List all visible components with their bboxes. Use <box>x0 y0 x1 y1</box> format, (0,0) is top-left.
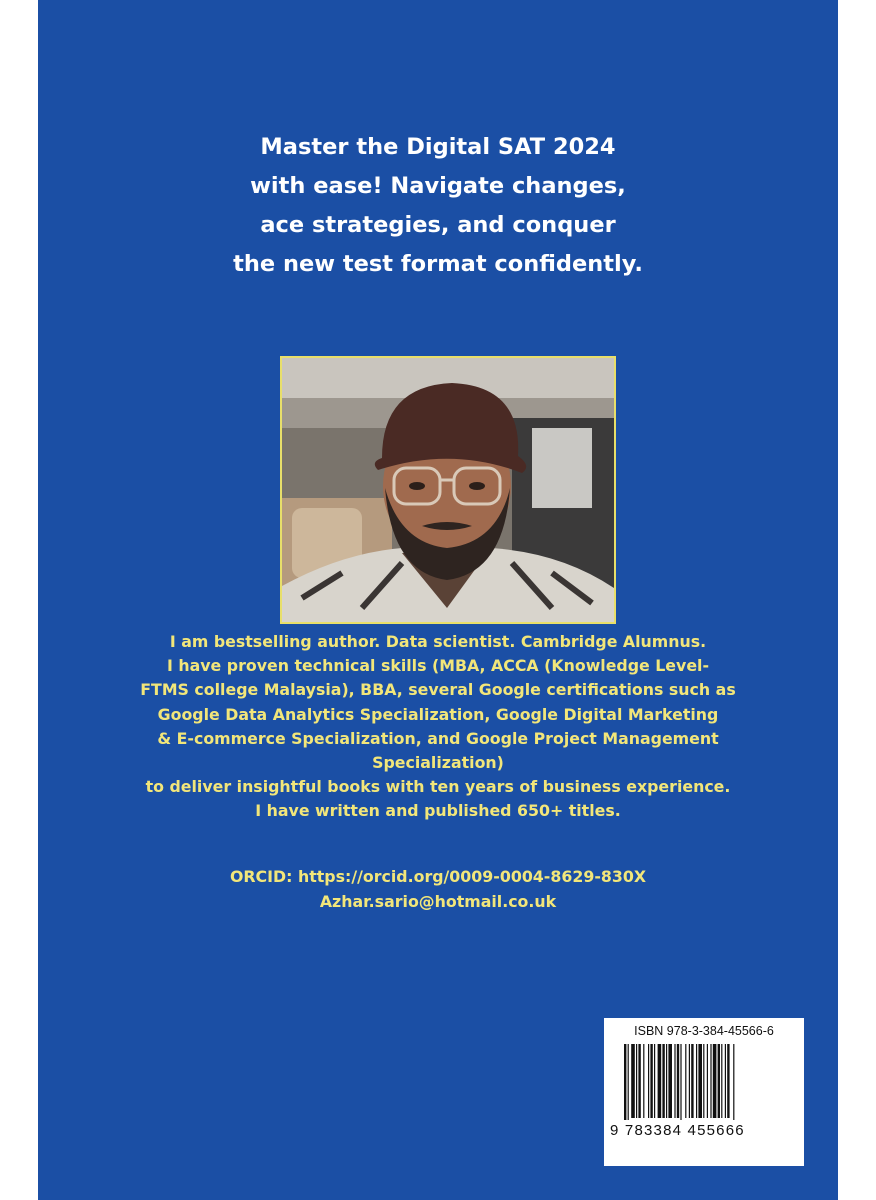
barcode-bar <box>703 1044 704 1118</box>
barcode-bar <box>658 1044 662 1118</box>
tagline-line: the new test format confidently. <box>233 251 643 277</box>
barcode-bar <box>636 1044 637 1118</box>
barcode-bar <box>696 1044 697 1118</box>
barcode-bar <box>668 1044 672 1118</box>
orcid-link: ORCID: https://orcid.org/0009-0004-8629-830X <box>229 867 647 886</box>
tagline-line: with ease! Navigate changes, <box>250 173 626 199</box>
barcode-bar <box>631 1044 635 1118</box>
barcode-bar <box>638 1044 640 1118</box>
author-photo <box>280 356 616 624</box>
barcode-bar <box>662 1044 664 1118</box>
barcode-bar <box>710 1044 711 1118</box>
barcode-bar <box>727 1044 729 1118</box>
barcode-bar <box>680 1044 681 1120</box>
bio-line: FTMS college Malaysia), BBA, several Google certifications such as <box>140 680 736 700</box>
barcode-bars <box>624 1044 784 1120</box>
barcode-bar <box>654 1044 655 1118</box>
barcode-bar <box>624 1044 626 1120</box>
bio-line: I have written and published 650+ titles. <box>255 801 621 821</box>
barcode-bar <box>691 1044 693 1118</box>
barcode-bar <box>698 1044 702 1118</box>
tagline <box>38 128 838 284</box>
author-portrait-illustration <box>282 358 614 622</box>
barcode-bar <box>721 1044 722 1118</box>
barcode-bar <box>685 1044 686 1118</box>
author-bio <box>38 630 838 824</box>
bio-line: Specialization) <box>372 753 504 773</box>
bio-line: Google Data Analytics Specialization, Google Digital Marketing <box>157 704 719 724</box>
barcode-bar <box>713 1044 717 1118</box>
barcode-bar <box>718 1044 720 1118</box>
barcode-bar <box>733 1044 734 1120</box>
barcode-bar <box>674 1044 675 1118</box>
email-address: Azhar.sario@hotmail.co.uk <box>319 892 557 911</box>
bio-line: I am bestselling author. Data scientist. Cambridge Alumnus. <box>169 632 707 651</box>
barcode-bar <box>725 1044 726 1118</box>
tagline-line: ace strategies, and conquer <box>260 212 616 238</box>
isbn-label: ISBN 978-3-384-45566-6 <box>634 1024 774 1038</box>
barcode-bar <box>707 1044 708 1118</box>
bio-line: I have proven technical skills (MBA, ACCA (Knowledge Level- <box>166 656 710 676</box>
barcode-bar <box>689 1044 690 1118</box>
barcode-bar <box>628 1044 629 1120</box>
barcode-digits: 9 783384 455666 <box>610 1122 745 1139</box>
barcode-bar <box>648 1044 649 1118</box>
barcode-bar <box>650 1044 652 1118</box>
isbn-barcode <box>604 1018 804 1166</box>
bio-line: & E-commerce Specialization, and Google Project Management <box>157 728 719 748</box>
barcode-bar <box>643 1044 644 1118</box>
bio-line: to deliver insightful books with ten years of business experience. <box>145 777 731 797</box>
contact-info <box>38 864 838 914</box>
tagline-line: Master the Digital SAT 2024 <box>260 134 616 160</box>
barcode-bar <box>677 1044 679 1118</box>
back-cover <box>38 0 838 1200</box>
barcode-bar <box>666 1044 667 1118</box>
